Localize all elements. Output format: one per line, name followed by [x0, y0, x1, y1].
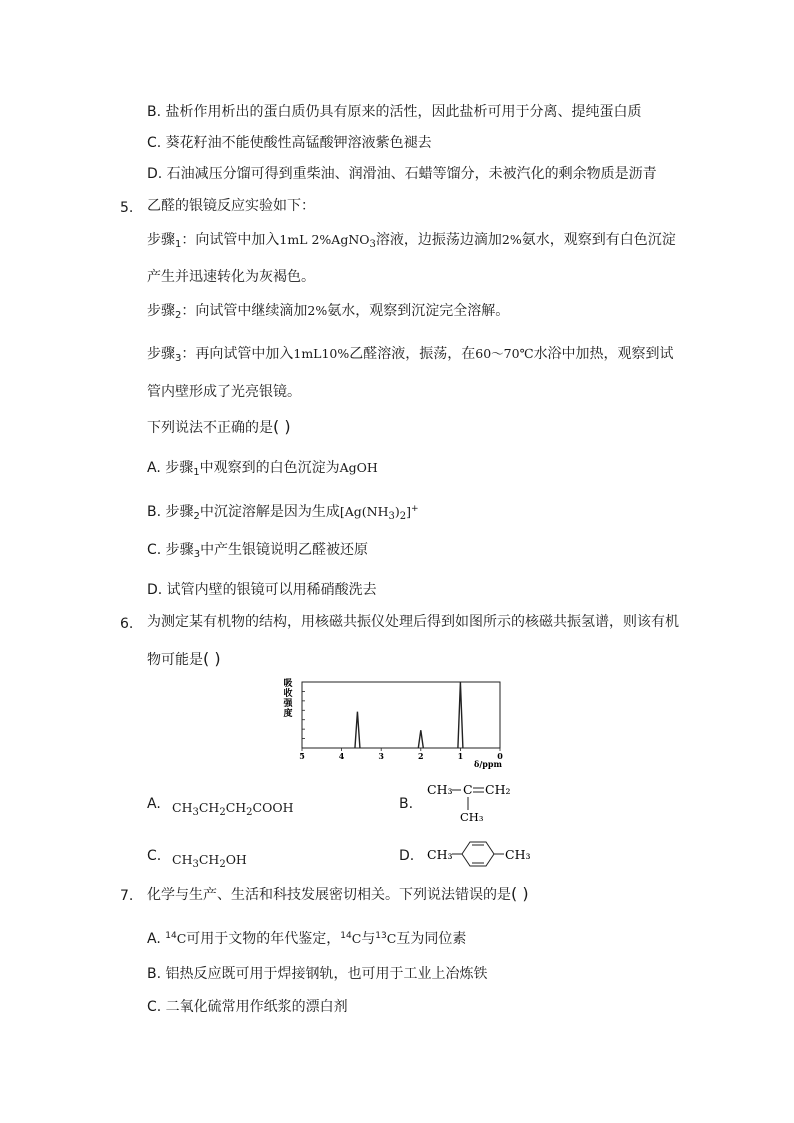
- nmr-peak: [418, 730, 423, 748]
- y-label-char: 收: [283, 689, 293, 699]
- x-tick-label: 3: [378, 751, 384, 761]
- q7-option-c: C. 二氧化硫常用作纸浆的漂白剂: [147, 999, 348, 1015]
- q7-stem: 化学与生产、生活和科技发展密切相关。下列说法错误的是( ): [147, 884, 529, 903]
- q6-option-c-label: C.: [147, 848, 162, 864]
- b-ch2: CH₂: [485, 782, 511, 797]
- y-label-char: 强: [283, 699, 293, 709]
- q5-step1-cont: 产生并迅速转化为灰褐色。: [147, 269, 315, 285]
- q4-option-b: B. 盐析作用析出的蛋白质仍具有原来的活性，因此盐析可用于分离、提纯蛋白质: [147, 104, 642, 120]
- x-tick-label: 4: [338, 751, 345, 761]
- q6-option-d-label: D.: [399, 848, 415, 864]
- y-label-char: 度: [283, 709, 293, 719]
- nmr-peak: [458, 682, 463, 748]
- q4-option-d: D. 石油减压分馏可得到重柴油、润滑油、石蜡等馏分，未被汽化的剩余物质是沥青: [147, 166, 657, 182]
- q6-option-c-formula: $CH_3CH_2OH$: [172, 852, 247, 870]
- y-label-char: 吸: [283, 679, 293, 689]
- q5-option-b: B. 步骤$_2$中沉淀溶解是因为生成$[Ag(NH_3)_2]^+$: [147, 504, 419, 522]
- q6-option-b-structure: [424, 778, 539, 828]
- benzene-inner-3: [465, 846, 470, 854]
- benzene-ring: [462, 842, 494, 866]
- d-ch3-left: CH₃: [427, 847, 453, 862]
- q5-number: 5.: [120, 200, 134, 216]
- q7-number: 7.: [120, 888, 134, 904]
- q5-question: 下列说法不正确的是( ): [147, 417, 291, 436]
- q5-step2: 步骤$_2$：向试管中继续滴加2%氨水，观察到沉淀完全溶解。: [147, 303, 510, 321]
- q7-option-b: B. 铝热反应既可用于焊接钢轨，也可用于工业上冶炼铁: [147, 966, 488, 982]
- b-ch3-bottom: CH₃: [460, 810, 484, 824]
- y-axis-label: [282, 678, 293, 719]
- plot-frame: [302, 682, 500, 748]
- nmr-peak: [355, 712, 360, 748]
- b-carbon: C: [463, 782, 473, 797]
- q4-option-c: C. 葵花籽油不能使酸性高锰酸钾溶液紫色褪去: [147, 135, 432, 151]
- x-tick-label: 5: [299, 751, 305, 761]
- q6-option-a-formula: $CH_3CH_2CH_2COOH$: [172, 800, 294, 818]
- q5-step3: 步骤$_3$：再向试管中加入1mL10%乙醛溶液，振荡，在60～70℃水浴中加热，观察到试: [147, 346, 674, 364]
- peaks: [355, 682, 463, 748]
- q6-number: 6.: [120, 616, 134, 632]
- q5-option-a: A. 步骤$_1$中观察到的白色沉淀为AgOH: [147, 460, 378, 478]
- d-ch3-right: CH₃: [505, 847, 531, 862]
- x-ticks: [299, 748, 503, 761]
- q7-option-a: A. $^{14}$C可用于文物的年代鉴定，$^{14}$C与$^{13}$C互为同位素: [147, 931, 467, 947]
- q5-option-c: C. 步骤$_3$中产生银镜说明乙醛被还原: [147, 542, 369, 560]
- q5-step3-cont: 管内壁形成了光亮银镜。: [147, 384, 301, 400]
- x-tick-label: 0: [497, 751, 503, 761]
- x-tick-label: 2: [418, 751, 424, 761]
- q5-step1: 步骤$_1$：向试管中加入1mL 2%AgNO$_3$溶液，边振荡边滴加2%氨水，观察到有白色沉淀: [147, 232, 676, 250]
- q6-stem-line1: 为测定某有机物的结构，用核磁共振仪处理后得到如图所示的核磁共振氢谱，则该有机: [147, 614, 679, 630]
- q6-option-a-label: A.: [147, 796, 161, 812]
- q5-option-d: D. 试管内壁的银镜可以用稀硝酸洗去: [147, 582, 377, 598]
- q5-stem: 乙醛的银镜反应实验如下：: [147, 198, 315, 214]
- q6-option-b-label: B.: [399, 796, 414, 812]
- b-ch3-left: CH₃: [427, 782, 453, 797]
- x-tick-label: 1: [457, 751, 464, 761]
- nmr-spectrum-chart: [276, 676, 516, 770]
- x-axis-label: δ/ppm: [474, 759, 502, 769]
- q6-stem-line2: 物可能是( ): [147, 649, 221, 668]
- q6-option-d-structure: [424, 836, 544, 872]
